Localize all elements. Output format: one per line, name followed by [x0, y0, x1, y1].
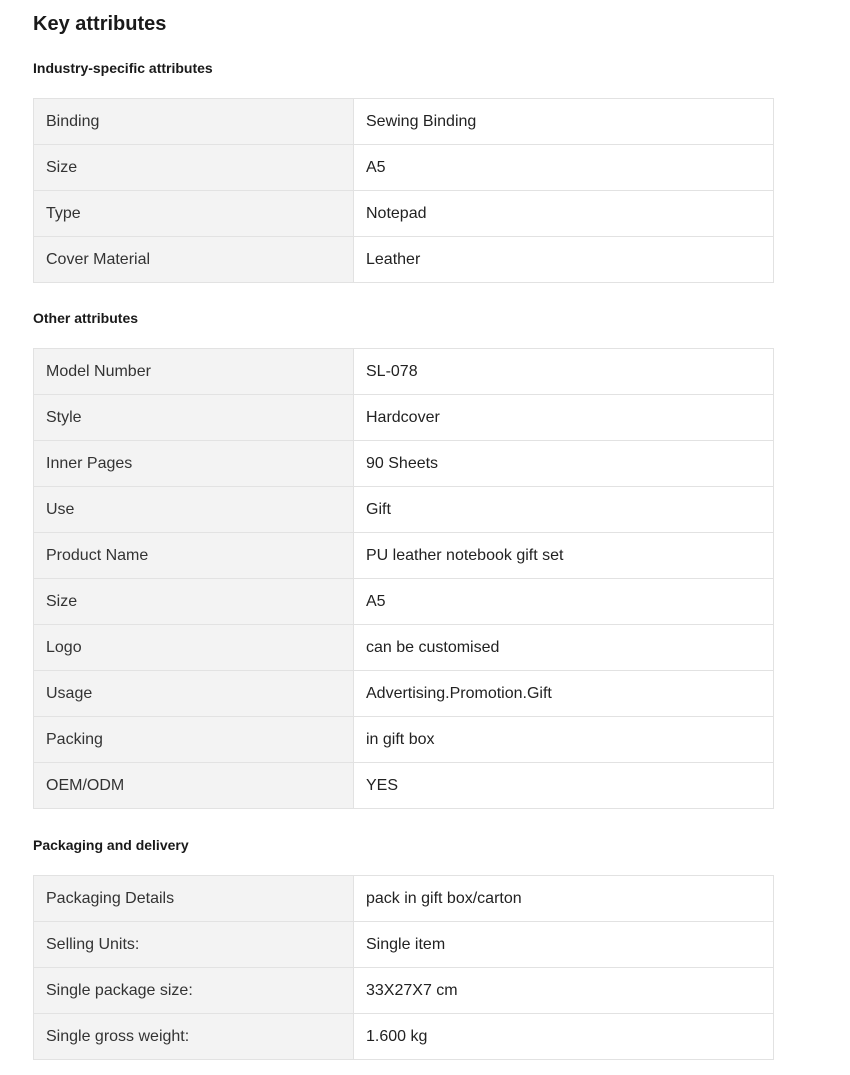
- table-row: [34, 671, 774, 717]
- attribute-value: 33X27X7 cm: [354, 968, 774, 1014]
- attribute-value: in gift box: [354, 717, 774, 763]
- table-row: [34, 145, 774, 191]
- attribute-value: Notepad: [354, 191, 774, 237]
- table-row: [34, 625, 774, 671]
- table-row: [34, 395, 774, 441]
- table-row: [34, 99, 774, 145]
- section-title-industry-specific: Industry-specific attributes: [33, 60, 213, 76]
- attribute-key: Single gross weight:: [34, 1014, 354, 1060]
- table-row: [34, 922, 774, 968]
- attribute-key: Use: [34, 487, 354, 533]
- table-row: [34, 876, 774, 922]
- attribute-value: A5: [354, 579, 774, 625]
- attribute-value: 90 Sheets: [354, 441, 774, 487]
- attribute-key: Single package size:: [34, 968, 354, 1014]
- attribute-key: Usage: [34, 671, 354, 717]
- attribute-key: Cover Material: [34, 237, 354, 283]
- attribute-key: Model Number: [34, 349, 354, 395]
- table-row: [34, 487, 774, 533]
- table-row: [34, 968, 774, 1014]
- table-row: [34, 1014, 774, 1060]
- attribute-key: Size: [34, 579, 354, 625]
- attribute-value: Single item: [354, 922, 774, 968]
- table-row: [34, 441, 774, 487]
- attribute-key: Packaging Details: [34, 876, 354, 922]
- attribute-value: can be customised: [354, 625, 774, 671]
- table-row: [34, 191, 774, 237]
- section-title-other-attributes: Other attributes: [33, 310, 139, 326]
- table-row: [34, 579, 774, 625]
- attribute-value: Leather: [354, 237, 774, 283]
- attribute-key: Size: [34, 145, 354, 191]
- attribute-key: Packing: [34, 717, 354, 763]
- attribute-value: 1.600 kg: [354, 1014, 774, 1060]
- attribute-key: Type: [34, 191, 354, 237]
- attribute-key: Selling Units:: [34, 922, 354, 968]
- attribute-key: Inner Pages: [34, 441, 354, 487]
- attribute-value: Hardcover: [354, 395, 774, 441]
- attribute-value: YES: [354, 763, 774, 809]
- section-title-packaging-delivery: Packaging and delivery: [33, 837, 189, 853]
- table-row: [34, 237, 774, 283]
- attribute-key: Product Name: [34, 533, 354, 579]
- other-attributes-table: [33, 348, 774, 809]
- table-row: [34, 533, 774, 579]
- attribute-value: SL-078: [354, 349, 774, 395]
- attribute-value: Sewing Binding: [354, 99, 774, 145]
- attribute-value: PU leather notebook gift set: [354, 533, 774, 579]
- attribute-key: Binding: [34, 99, 354, 145]
- attribute-value: A5: [354, 145, 774, 191]
- industry-attributes-table: [33, 98, 774, 283]
- table-row: [34, 349, 774, 395]
- attribute-value: pack in gift box/carton: [354, 876, 774, 922]
- table-row: [34, 717, 774, 763]
- attribute-key: OEM/ODM: [34, 763, 354, 809]
- table-row: [34, 763, 774, 809]
- attribute-key: Logo: [34, 625, 354, 671]
- attribute-key: Style: [34, 395, 354, 441]
- page-title: Key attributes: [33, 13, 167, 35]
- attribute-value: Gift: [354, 487, 774, 533]
- packaging-delivery-table: [33, 875, 774, 1060]
- attribute-value: Advertising.Promotion.Gift: [354, 671, 774, 717]
